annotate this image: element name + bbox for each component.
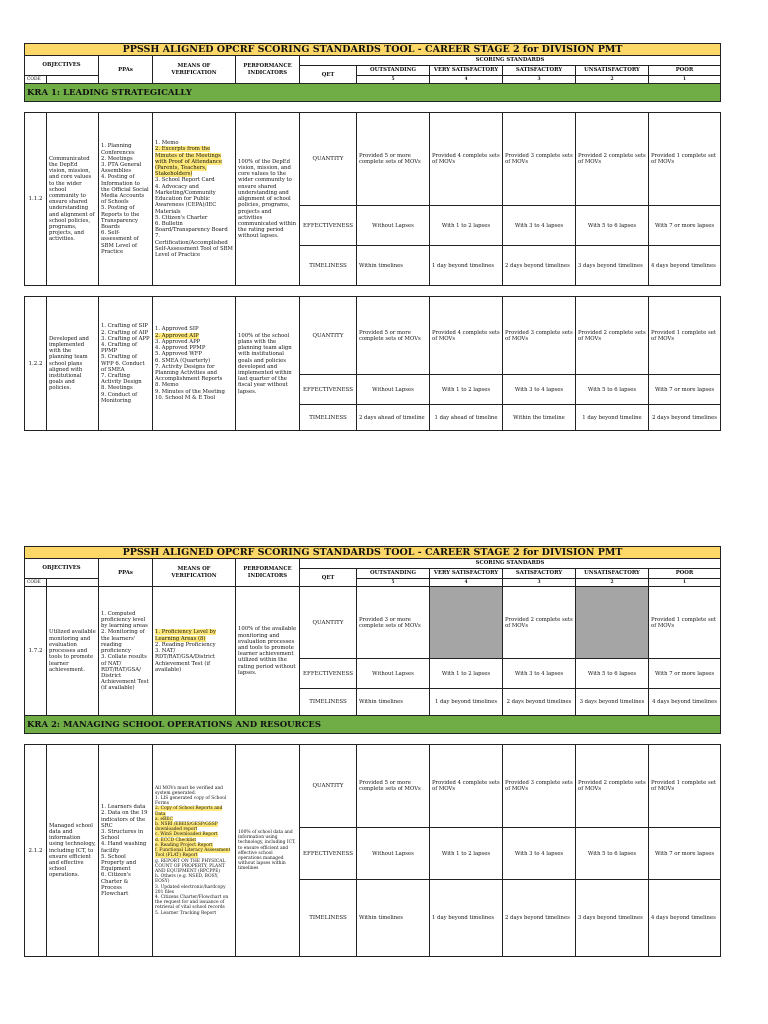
mov-list — [153, 587, 236, 716]
score-cell: Provided 3 complete sets of MOVs — [503, 297, 576, 375]
mov-item: 3. School Report Card 4. Advocacy and Marketing/Community Education for Public Awareness (CEPA)/IEC Materials 5. Citizen's Charter 6. Bulletin Board/Transparency Board 7. Certification/Accomplished Self-Assessment Tool of SBM Level of Practice — [155, 177, 233, 258]
rating-label: UNSATISFACTORY — [576, 569, 649, 579]
sheet-title: PPSSH ALIGNED OPCRF SCORING STANDARDS TOOL - CAREER STAGE 2 for DIVISION PMT — [25, 44, 721, 56]
rating-number: 5 — [357, 579, 430, 587]
rating-label: POOR — [649, 66, 721, 76]
ppas-list: 1. Crafting of SIP 2. Crafting of AIP 3. Crafting of APP 4. Crafting of PPMP 5. Crafting of WFP 6. Conduct of SMEA 7. Crafting Activity Design 8. Meetings 9. Conduct of Monitoring — [99, 297, 153, 431]
objectives-header-blank — [47, 579, 99, 587]
rating-label: POOR — [649, 569, 721, 579]
score-cell: With 1 to 2 lapses — [430, 206, 503, 246]
performance-indicator: 100% of the DepEd vision, mission, and core values to the wider community to ensure shared understanding and alignment of school policies, programs, projects and activities communicated within the rating period without lapses. — [236, 113, 300, 286]
score-cell: 1 day ahead of timeline — [430, 405, 503, 431]
qet-effectiveness: EFFECTIVENESS — [300, 375, 357, 405]
score-cell: With 7 or more lapses — [649, 206, 721, 246]
score-cell: 3 days beyond timelines — [576, 689, 649, 716]
rating-label: VERY SATISFACTORY — [430, 66, 503, 76]
score-cell: 4 days beyond timelines — [649, 246, 721, 286]
spacer-row — [25, 286, 721, 297]
score-cell: Provided 2 complete sets of MOVs — [576, 113, 649, 206]
scoring-sheet-2 — [24, 546, 720, 957]
score-cell: Provided 2 complete sets of MOVs — [503, 587, 576, 659]
score-cell: With 3 to 4 lapses — [503, 375, 576, 405]
rating-label: SATISFACTORY — [503, 66, 576, 76]
score-cell: 2 days beyond timelines — [649, 405, 721, 431]
score-cell: 2 days ahead of timeline — [357, 405, 430, 431]
mov-header: MEANS OF VERIFICATION — [153, 56, 236, 84]
rating-number: 3 — [503, 579, 576, 587]
row-code: 1.1.2 — [25, 113, 47, 286]
rating-number: 1 — [649, 76, 721, 84]
score-cell: With 5 to 6 lapses — [576, 206, 649, 246]
score-cell: Within timelines — [357, 246, 430, 286]
rating-label: OUTSTANDING — [357, 569, 430, 579]
score-cell: With 1 to 2 lapses — [430, 659, 503, 689]
score-cell: Within the timeline — [503, 405, 576, 431]
objective-text: Developed and implemented with the planning team school plans aligned with institutional goals and policies. — [47, 297, 99, 431]
score-cell: With 5 to 6 lapses — [576, 828, 649, 880]
qet-quantity: QUANTITY — [300, 113, 357, 206]
score-cell: 4 days beyond timelines — [649, 880, 721, 957]
score-cell: Provided 4 complete sets of MOVs — [430, 745, 503, 828]
qet-quantity: QUANTITY — [300, 745, 357, 828]
score-cell: Provided 5 or more complete sets of MOVs — [357, 297, 430, 375]
score-cell: Without Lapses — [357, 206, 430, 246]
score-cell: 3 days beyond timelines — [576, 246, 649, 286]
mov-item-highlighted: 2. Approved AIP — [155, 332, 199, 339]
score-cell: Provided 2 complete sets of MOVs — [576, 745, 649, 828]
kra-heading: KRA 1: LEADING STRATEGICALLY — [25, 84, 721, 102]
objective-text: Utilized available monitoring and evaluation processes and tools to promote learner achievement. — [47, 587, 99, 716]
score-cell: With 5 to 6 lapses — [576, 375, 649, 405]
score-cell: 1 day beyond timeline — [576, 405, 649, 431]
objectives-header: OBJECTIVES — [25, 559, 99, 579]
mov-list — [153, 297, 236, 431]
score-cell: Provided 1 complete set of MOVs — [649, 113, 721, 206]
score-cell: Provided 4 complete sets of MOVs — [430, 297, 503, 375]
ppas-list: 1. Planning Conferences 2. Meetings 3. PTA General Assemblies 4. Posting of Information to the Official Social Media Accounts of Schools 5. Posting of Reports to the Transparency Boards 6. Self-assessment of SBM Level of Practice — [99, 113, 153, 286]
ppas-list: 1. Computed proficiency level by learning areas 2. Monitoring of the learners' reading proficiency 3. Collate results of NAT/ RDT/RAT/GSA/ District Achievement Test (if available) — [99, 587, 153, 716]
mov-item: 3. Approved APP 4. Approved PPMP 5. Approved WFP 6. SMEA (Quarterly) 7. Activity Designs for Planning Activities and Accomplishment Reports 8. Memo 9. Minutes of the Meeting 10. School M & E Tool — [155, 338, 225, 401]
score-cell: With 7 or more lapses — [649, 659, 721, 689]
sheet-title: PPSSH ALIGNED OPCRF SCORING STANDARDS TOOL - CAREER STAGE 2 for DIVISION PMT — [25, 547, 721, 559]
score-cell: Without Lapses — [357, 375, 430, 405]
objectives-header: OBJECTIVES — [25, 56, 99, 76]
score-cell-na — [430, 587, 503, 659]
score-cell: Provided 5 or more complete sets of MOVs — [357, 745, 430, 828]
kra-heading: KRA 2: MANAGING SCHOOL OPERATIONS AND RESOURCES — [25, 716, 721, 734]
qet-quantity: QUANTITY — [300, 297, 357, 375]
rating-label: UNSATISFACTORY — [576, 66, 649, 76]
qet-header: QET — [300, 569, 357, 587]
score-cell: 2 days beyond timelines — [503, 246, 576, 286]
qet-effectiveness: EFFECTIVENESS — [300, 659, 357, 689]
mov-item: 2. Reading Proficiency 3. NAT/ RDT/RAT/GSA/District Achievement Test (if available) — [155, 641, 216, 673]
score-cell-na — [576, 587, 649, 659]
scoring-table-1 — [24, 43, 721, 431]
performance-indicator: 100% of the available monitoring and evaluation processes and tools to promote learner achievement utilized within the rating period without lapses. — [236, 587, 300, 716]
rating-number: 2 — [576, 76, 649, 84]
score-cell: With 5 to 6 lapses — [576, 659, 649, 689]
row-code: 2.1.2 — [25, 745, 47, 957]
ppas-header: PPAs — [99, 559, 153, 587]
performance-indicators-header: PERFORMANCE INDICATORS — [236, 56, 300, 84]
qet-effectiveness: EFFECTIVENESS — [300, 828, 357, 880]
ppas-header: PPAs — [99, 56, 153, 84]
scoring-standards-header: SCORING STANDARDS — [300, 559, 721, 569]
score-cell: Within timelines — [357, 689, 430, 716]
qet-timeliness: TIMELINESS — [300, 880, 357, 957]
scoring-standards-header: SCORING STANDARDS — [300, 56, 721, 66]
score-cell: Without Lapses — [357, 659, 430, 689]
objectives-header-blank — [47, 76, 99, 84]
rating-label: OUTSTANDING — [357, 66, 430, 76]
qet-timeliness: TIMELINESS — [300, 246, 357, 286]
qet-timeliness: TIMELINESS — [300, 689, 357, 716]
row-code: 1.2.2 — [25, 297, 47, 431]
score-cell: 4 days beyond timelines — [649, 689, 721, 716]
score-cell: With 7 or more lapses — [649, 828, 721, 880]
score-cell: Within timelines — [357, 880, 430, 957]
spacer-row — [25, 734, 721, 745]
code-header: CODE — [25, 579, 47, 587]
score-cell: 3 days beyond timelines — [576, 880, 649, 957]
score-cell: Provided 3 or more complete sets of MOVs — [357, 587, 430, 659]
objective-text: Communicated the DepEd vision, mission, and core values to the wider school community to ensure shared understanding and alignment of school policies, programs, projects, and activities. — [47, 113, 99, 286]
mov-item-highlighted: 2. Excerpts from the Minutes of the Meetings with Proof of Attendance (Parents, Teachers, Stakeholders) — [155, 146, 222, 178]
rating-number: 3 — [503, 76, 576, 84]
objective-text: Managed school data and information using technology, including ICT, to ensure efficient and effective school operations. — [47, 745, 99, 957]
score-cell: 1 day beyond timelines — [430, 880, 503, 957]
score-cell: With 3 to 4 lapses — [503, 828, 576, 880]
score-cell: Provided 5 or more complete sets of MOVs — [357, 113, 430, 206]
scoring-table-2 — [24, 546, 721, 957]
performance-indicators-header: PERFORMANCE INDICATORS — [236, 559, 300, 587]
row-code: 1.7.2 — [25, 587, 47, 716]
qet-header: QET — [300, 66, 357, 84]
mov-list — [153, 113, 236, 286]
rating-number: 5 — [357, 76, 430, 84]
rating-number: 2 — [576, 579, 649, 587]
qet-quantity: QUANTITY — [300, 587, 357, 659]
score-cell: With 3 to 4 lapses — [503, 206, 576, 246]
score-cell: Provided 4 complete sets of MOVs — [430, 113, 503, 206]
mov-header: MEANS OF VERIFICATION — [153, 559, 236, 587]
score-cell: Without Lapses — [357, 828, 430, 880]
score-cell: Provided 1 complete set of MOVs — [649, 745, 721, 828]
score-cell: Provided 3 complete sets of MOVs — [503, 113, 576, 206]
rating-label: VERY SATISFACTORY — [430, 569, 503, 579]
code-header: CODE — [25, 76, 47, 84]
ppas-list: 1. Learners data 2. Data on the 19 indicators of the SRC 3. Structures in School 4. Hand washing facility 5. School Property and Equipment 6. Citizen's Charter & Process Flowchart — [99, 745, 153, 957]
score-cell: Provided 3 complete sets of MOVs — [503, 745, 576, 828]
scoring-sheet-1 — [24, 43, 720, 431]
score-cell: With 3 to 4 lapses — [503, 659, 576, 689]
spacer-row — [25, 102, 721, 113]
score-cell: Provided 1 complete set of MOVs — [649, 297, 721, 375]
score-cell: 2 days beyond timelines — [503, 689, 576, 716]
score-cell: With 1 to 2 lapses — [430, 375, 503, 405]
score-cell: 1 day beyond timelines — [430, 689, 503, 716]
mov-list — [153, 745, 236, 957]
rating-number: 4 — [430, 579, 503, 587]
rating-number: 1 — [649, 579, 721, 587]
mov-item-highlighted: 1. Proficiency Level by Learning Areas (8) — [155, 629, 216, 642]
mov-item: 1. Approved SIP — [155, 326, 199, 333]
score-cell: 2 days beyond timelines — [503, 880, 576, 957]
mov-item-highlighted: 2. Copy of School Reports and Data a. eBEC b. NSBI /EBEIS/GESP/GSSP downloaded report c. WinS Downloaded Report d. ECCD Checklist e. Reading Project Report f. Functional Literacy Assessment Tool (FLAT) Report — [155, 806, 231, 859]
rating-label: SATISFACTORY — [503, 569, 576, 579]
mov-item: All MOVs must be verified and system generated. 1. LIS generated copy of School Forms — [155, 785, 227, 807]
mov-item: 1. Memo — [155, 140, 179, 147]
score-cell: With 1 to 2 lapses — [430, 828, 503, 880]
qet-timeliness: TIMELINESS — [300, 405, 357, 431]
qet-effectiveness: EFFECTIVENESS — [300, 206, 357, 246]
performance-indicator: 100% of school data and information using technology, including ICT, to ensure efficient and effective school operations managed without lapses within timelines — [236, 745, 300, 957]
score-cell: Provided 1 complete set of MOVs — [649, 587, 721, 659]
rating-number: 4 — [430, 76, 503, 84]
score-cell: With 7 or more lapses — [649, 375, 721, 405]
score-cell: Provided 2 complete sets of MOVs — [576, 297, 649, 375]
score-cell: 1 day beyond timelines — [430, 246, 503, 286]
performance-indicator: 100% of the school plans with the planning team align with institutional goals and policies developed and implemented within last quarter of the fiscal year without lapses. — [236, 297, 300, 431]
mov-item: g. REPORT ON THE PHYSICAL COUNT OF PROPERTY, PLANT AND EQUIPMENT (RPCPPE) h. Others (e.g. NSED, BOSY, EOSY) 3. Updated electronic/hardcopy 201 files 4. Citizens Charter/Flowchart on the request for and issuance of retrieval of vital school records 5. Learner Tracking Report — [155, 858, 229, 916]
